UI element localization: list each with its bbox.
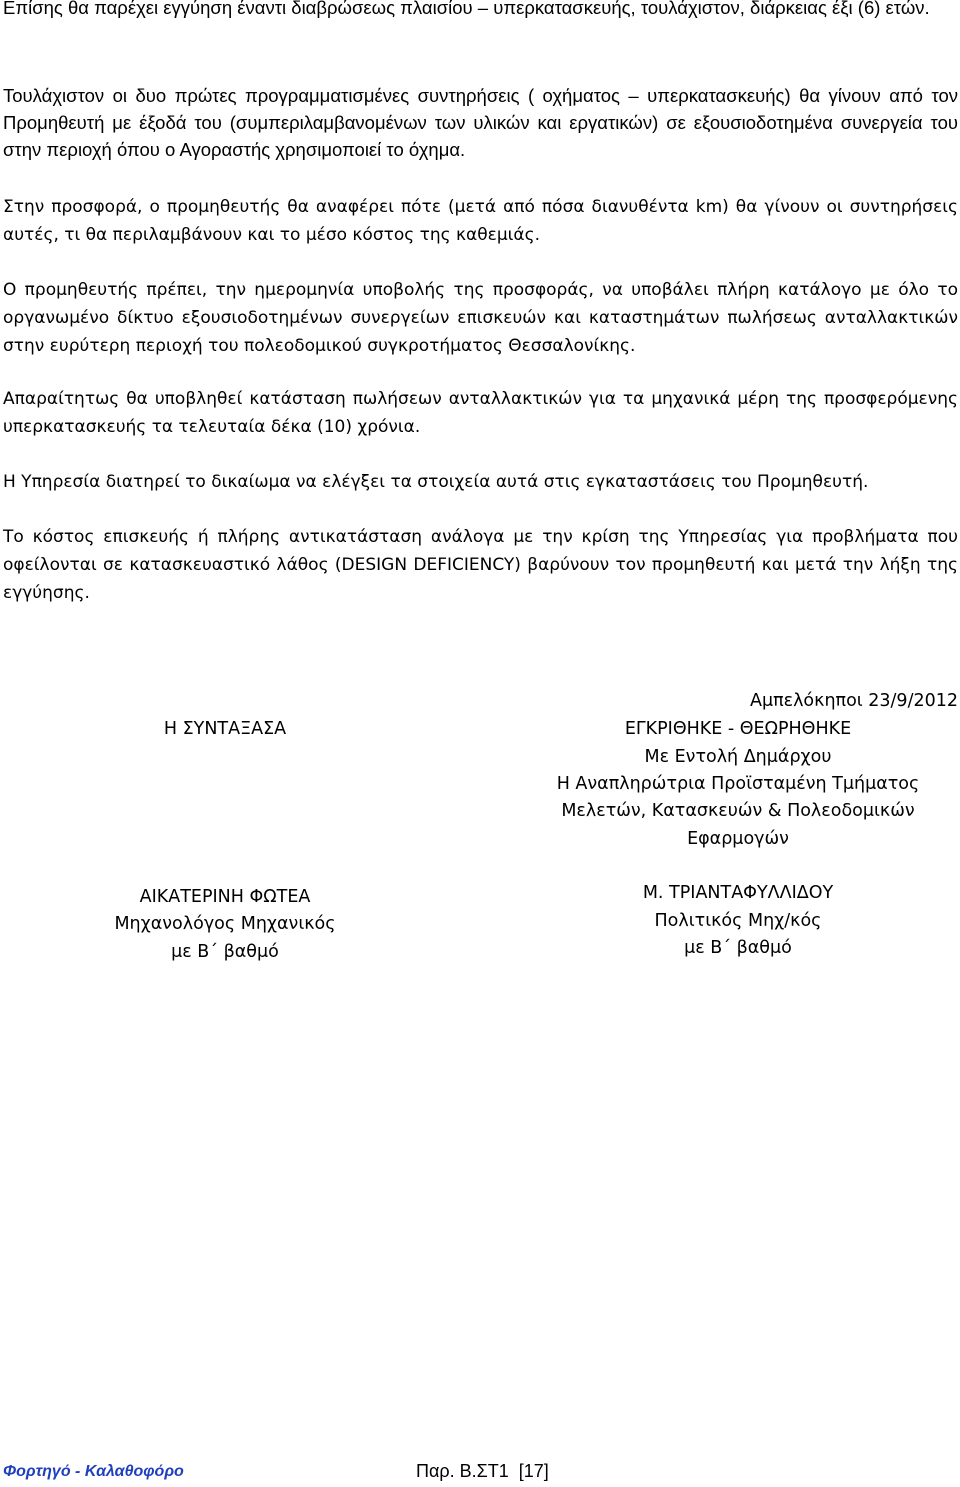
approver-title: Πολιτικός Μηχ/κός bbox=[654, 911, 822, 931]
maintenance-paragraph: Τουλάχιστον οι δυο πρώτες προγραμματισμένες συντηρήσεις ( οχήματος – υπερκατασκευής) θα γίνουν από τον Προμηθευτή με έξοδά του (συμπεριλαμβανομένων των υλικών και εργατικών) σε εξουσιοδοτημένα συνεργεία του στην περιοχή όπου ο Αγοραστής χρησιμοποιεί το όχημα. bbox=[3, 85, 958, 160]
footer-page-reference: Παρ. Β.ΣΤ1 [17] bbox=[416, 1461, 549, 1481]
approver-grade: με Β΄ βαθμό bbox=[684, 938, 792, 958]
author-name: ΑΙΚΑΤΕΡΙΝΗ ΦΩΤΕΑ bbox=[139, 887, 311, 907]
approval-mandate: Με Εντολή Δημάρχου bbox=[644, 747, 832, 767]
approval-heading: ΕΓΚΡΙΘΗΚΕ - ΘΕΩΡΗΘΗΚΕ bbox=[624, 719, 852, 739]
author-grade: με Β΄ βαθμό bbox=[171, 942, 279, 962]
approval-role-line3: Εφαρμογών bbox=[687, 829, 789, 849]
approval-role-line1: Η Αναπληρώτρια Προϊσταμένη Τμήματος bbox=[556, 774, 920, 794]
offer-maintenance-paragraph: Στην προσφορά, ο προμηθευτής θα αναφέρει πότε (μετά από πόσα διανυθέντα km) θα γίνουν οι συντηρήσεις αυτές, τι θα περιλαμβάνουν και το μέσο κόστος της καθεμιάς. bbox=[3, 197, 958, 245]
approval-role-line2: Μελετών, Κατασκευών & Πολεοδομικών bbox=[561, 801, 915, 821]
warranty-corrosion-paragraph: Επίσης θα παρέχει εγγύηση έναντι διαβρώσεως πλαισίου – υπερκατασκευής, τουλάχιστον, διάρκειας έξι (6) ετών. bbox=[3, 0, 930, 18]
network-catalog-paragraph: Ο προμηθευτής πρέπει, την ημερομηνία υποβολής της προσφοράς, να υποβάλει πλήρη κατάλογο με όλο το οργανωμένο δίκτυο εξουσιοδοτημένων συνεργείων επισκευών και καταστημάτων πωλήσεως ανταλλακτικών στην ευρύτερη περιοχή του πολεοδομικού συγκροτήματος Θεσσαλονίκης. bbox=[3, 280, 958, 356]
signature-date: Αμπελόκηποι 23/9/2012 bbox=[749, 691, 958, 711]
author-heading: Η ΣΥΝΤΑΞΑΣΑ bbox=[163, 719, 287, 739]
approver-name: Μ. ΤΡΙΑΝΤΑΦΥΛΛΙΔΟΥ bbox=[642, 883, 834, 903]
author-title: Μηχανολόγος Μηχανικός bbox=[114, 914, 336, 934]
design-deficiency-paragraph: Το κόστος επισκευής ή πλήρης αντικατάσταση ανάλογα με την κρίση της Υπηρεσίας για προβλήματα που οφείλονται σε κατασκευαστικό λάθος (DESIGN DEFICIENCY) βαρύνουν τον προμηθευτή και μετά την λήξη της εγγύησης. bbox=[3, 527, 958, 603]
footer-document-title: Φορτηγό - Καλαθοφόρο bbox=[3, 1463, 184, 1480]
service-rights-paragraph: Η Υπηρεσία διατηρεί το δικαίωμα να ελέγξει τα στοιχεία αυτά στις εγκαταστάσεις του Προμηθευτή. bbox=[3, 472, 869, 492]
spare-parts-sales-paragraph: Απαραίτητως θα υποβληθεί κατάσταση πωλήσεων ανταλλακτικών για τα μηχανικά μέρη της προσφερόμενης υπερκατασκευής τα τελευταία δέκα (10) χρόνια. bbox=[3, 389, 958, 437]
